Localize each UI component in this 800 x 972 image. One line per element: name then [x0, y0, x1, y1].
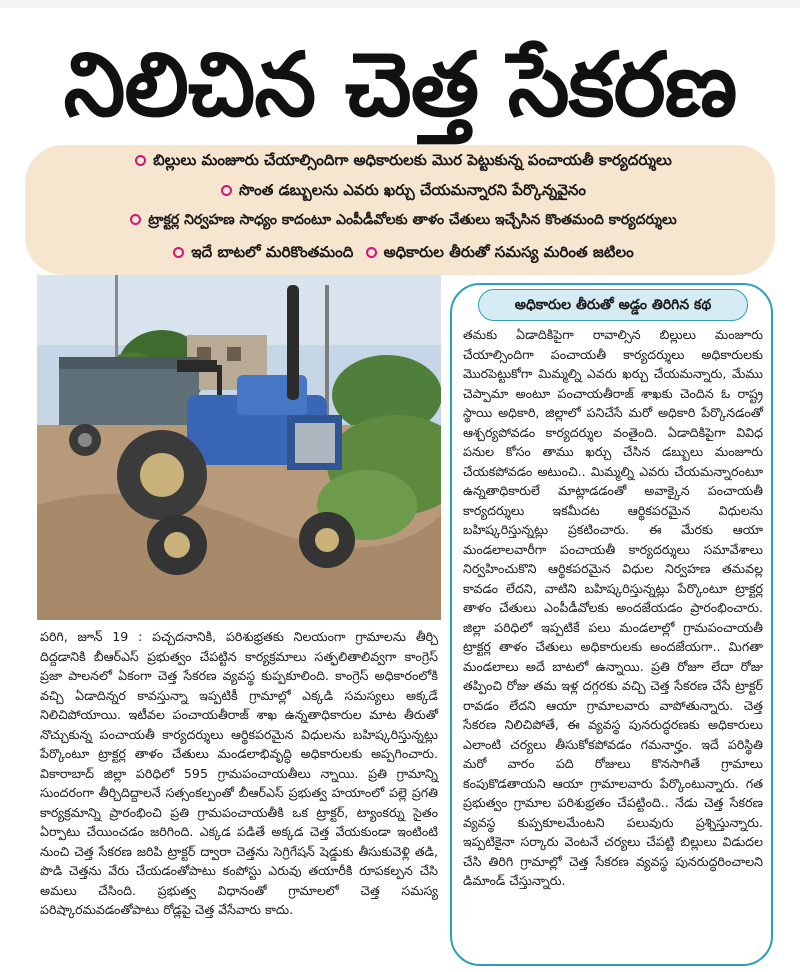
subhead-line-1	[25, 145, 775, 175]
tractor-illustration	[37, 275, 441, 620]
tractor-photo	[37, 275, 441, 620]
bullet-icon	[366, 247, 377, 258]
subhead-1: బిల్లులు మంజూరు చేయాల్సిందిగా అధికారులకు మొర పెట్టుకున్న పంచాయతీ కార్యదర్శులు	[153, 151, 672, 169]
subhead-4: ఇదే బాటలో మరికొంతమంది	[191, 243, 354, 261]
top-edge-strip	[0, 0, 800, 8]
main-article	[40, 627, 438, 920]
subhead-5: అధికారుల తీరుతో సమస్య మరింత జటిలం	[383, 243, 634, 261]
sidebar-article	[463, 325, 763, 891]
bullet-icon	[173, 247, 184, 258]
subhead-line-3	[25, 205, 775, 235]
main-article-body: పరిగి, జూన్ 19 : పచ్చదనానికి, పరిశుభ్రతకు నిలయంగా గ్రామాలను తీర్చి దిద్దడానికి బీఆర్ఎస్ ప్రభుత్వం చేపట్టిన కార్యక్రమాలు సత్ఫలితాలివ్వగా కాంగ్రెస్ ప్రజా పాలనలో ఏకంగా చెత్త సేకరణ వ్యవస్థ కుప్పకూలింది. కాంగ్రెస్ అధికారంలోకి వచ్చి ఏడాదిన్నర కావస్తున్నా ఇప్పటికీ గ్రామాల్లో ఎక్కడి సమస్యలు అక్కడే నిలిచిపోయాయి. ఇటీవల పంచాయతీరాజ్ శాఖ ఉన్నతాధికారుల మాట తీరుతో నొచ్చుకున్న పంచాయతీ కార్యదర్శులు ఆర్థికపరమైన విధులను బహిష్కరిస్తున్నట్లు పేర్కొంటూ ట్రాక్టర్ల తాళం చేతులు మండలాభివృద్ధి అధికారులకు అప్పగించారు. వికారాబాద్ జిల్లా పరిధిలో 595 గ్రామపంచాయతీలు న్నాయి. ప్రతి గ్రామాన్ని సుందరంగా తీర్చిదిద్దాలనే సత్సంకల్పంతో బీఆర్ఎస్ ప్రభుత్వ హయాంలో పల్లె ప్రగతి కార్యక్రమాన్ని ప్రారంభించి ప్రతి గ్రామపంచాయతీకి ఒక ట్రాక్టర్, ట్యాంకర్ను సైతం ఏర్పాటు చేయించడం జరిగింది. ఎక్కడ పడితే అక్కడ చెత్త వేయకుండా ఇంటింటి నుంచి చెత్త సేకరణ జరిపి ట్రాక్టర్ ద్వారా చెత్తను సెగ్రిగేషన్ షెడ్డుకు తీసుకువెళ్లి తడి, పొడి చెత్తను వేరు చేయడంతోపాటు కంపోస్టు ఎరువు తయారీకి రూపకల్పన చేసి అమలు చేసింది. ప్రభుత్వ విధానంతో గ్రామాలలో చెత్త సమస్య పరిష్కారమవడంతోపాటు రోడ్లపై చెత్త వేసేవారు కాదు.	[40, 629, 438, 917]
sidebar-body: తమకు ఏడాదికిపైగా రావాల్సిన బిల్లులు మంజూరు చేయాల్సిందిగా పంచాయతీ కార్యదర్శులు అధికారులకు మొరపెట్టుకోగా మిమ్మల్ని ఎవరు ఖర్చు చేయమన్నారు, మేము చెప్పామా అంటూ పంచాయతీరాజ్ శాఖకు చెందిన ఓ రాష్ట్ర స్థాయి అధికారి, జిల్లాలో పనిచేసే మరో అధికారి పేర్కొనడంతో ఆశ్చర్యపోవడం కార్యదర్శుల వంతైంది. ఏడాదికిపైగా వివిధ పనుల కోసం తాము ఖర్చు చేసిన డబ్బులు మంజూరు చేయకపోవడం అటుంచి.. మిమ్మల్ని ఎవరు చేయమన్నారంటూ ఉన్నతాధికారులే మాట్లాడడంతో అవాక్కైన పంచాయతీ కార్యదర్శులు ఇకమీదట ఆర్థికపరమైన విధులను బహిష్కరిస్తున్నట్లు ప్రకటించారు. ఈ మేరకు ఆయా మండలాలవారీగా పంచాయతీ కార్యదర్శులు సమావేశాలు నిర్వహించుకొని ఆర్థికపరమైన విధుల నిర్వహణ తమవల్ల కావడం లేదని, వాటిని బహిష్కరిస్తున్నట్లు పేర్కొంటూ ట్రాక్టర్ల తాళం చేతులు ఎంపీడీవోలకు అందజేయడం ప్రారంభించారు. జిల్లా పరిధిలో ఇప్పటికే పలు మండలాల్లో గ్రామపంచాయతీ ట్రాక్టర్ల తాళం చేతులు అధికారులకు అందజేయగా.. మిగతా మండలాలు అదే బాటలో ఉన్నాయి. ప్రతి రోజూ లేదా రోజు తప్పించి రోజు తమ ఇళ్ల దగ్గరకు వచ్చి చెత్త సేకరణ చేసే ట్రాక్టర్ రావడం లేదని ఆయా గ్రామాలవారు వాపోతున్నారు. చెత్త సేకరణ నిలిచిపోతే, ఈ వ్యవస్థ పునరుద్ధరణకు అధికారులు ఎలాంటి చర్యలు తీసుకోకపోవడం గమనార్హం. ఇదే పరిస్థితి మరో వారం పది రోజులు కొనసాగితే గ్రామాలు కంపుకొడతాయని ఆయా గ్రామాలవారు పేర్కొంటున్నారు. గత ప్రభుత్వం గ్రామాల పరిశుభ్రతం చేపట్టింది.. నేడు చెత్త సేకరణ వ్యవస్థ కుప్పకూలమేంటని పలువురు ప్రశ్నిస్తున్నారు. ఇప్పటికైనా సర్కారు వెంటనే చర్యలు చేపట్టి బిల్లులు విడుదల చేసి తిరిగి గ్రామాల్లో చెత్త సేకరణ వ్యవస్థ పునరుద్ధరించాలని డిమాండ్ చేస్తున్నారు.	[463, 327, 763, 888]
subheads-box	[25, 145, 775, 275]
subhead-line-2	[25, 175, 775, 205]
bullet-icon	[130, 214, 141, 225]
bullet-icon	[135, 155, 146, 166]
headline: నిలిచిన చెత్త సేకరణ	[63, 33, 737, 136]
subhead-line-4	[25, 237, 775, 267]
subhead-3: ట్రాక్టర్ల నిర్వహణ సాధ్యం కాదంటూ ఎంపీడీవోలకు తాళం చేతులు ఇచ్చేసిన కొంతమంది కార్యదర్శులు	[148, 212, 677, 228]
bullet-icon	[221, 185, 232, 196]
sidebar-title: అధికారుల తీరుతో అడ్డం తిరిగిన కథ	[478, 289, 748, 321]
subhead-2: సొంత డబ్బులను ఎవరు ఖర్చు చేయమన్నారని పేర్కొన్నవైనం	[238, 181, 586, 199]
